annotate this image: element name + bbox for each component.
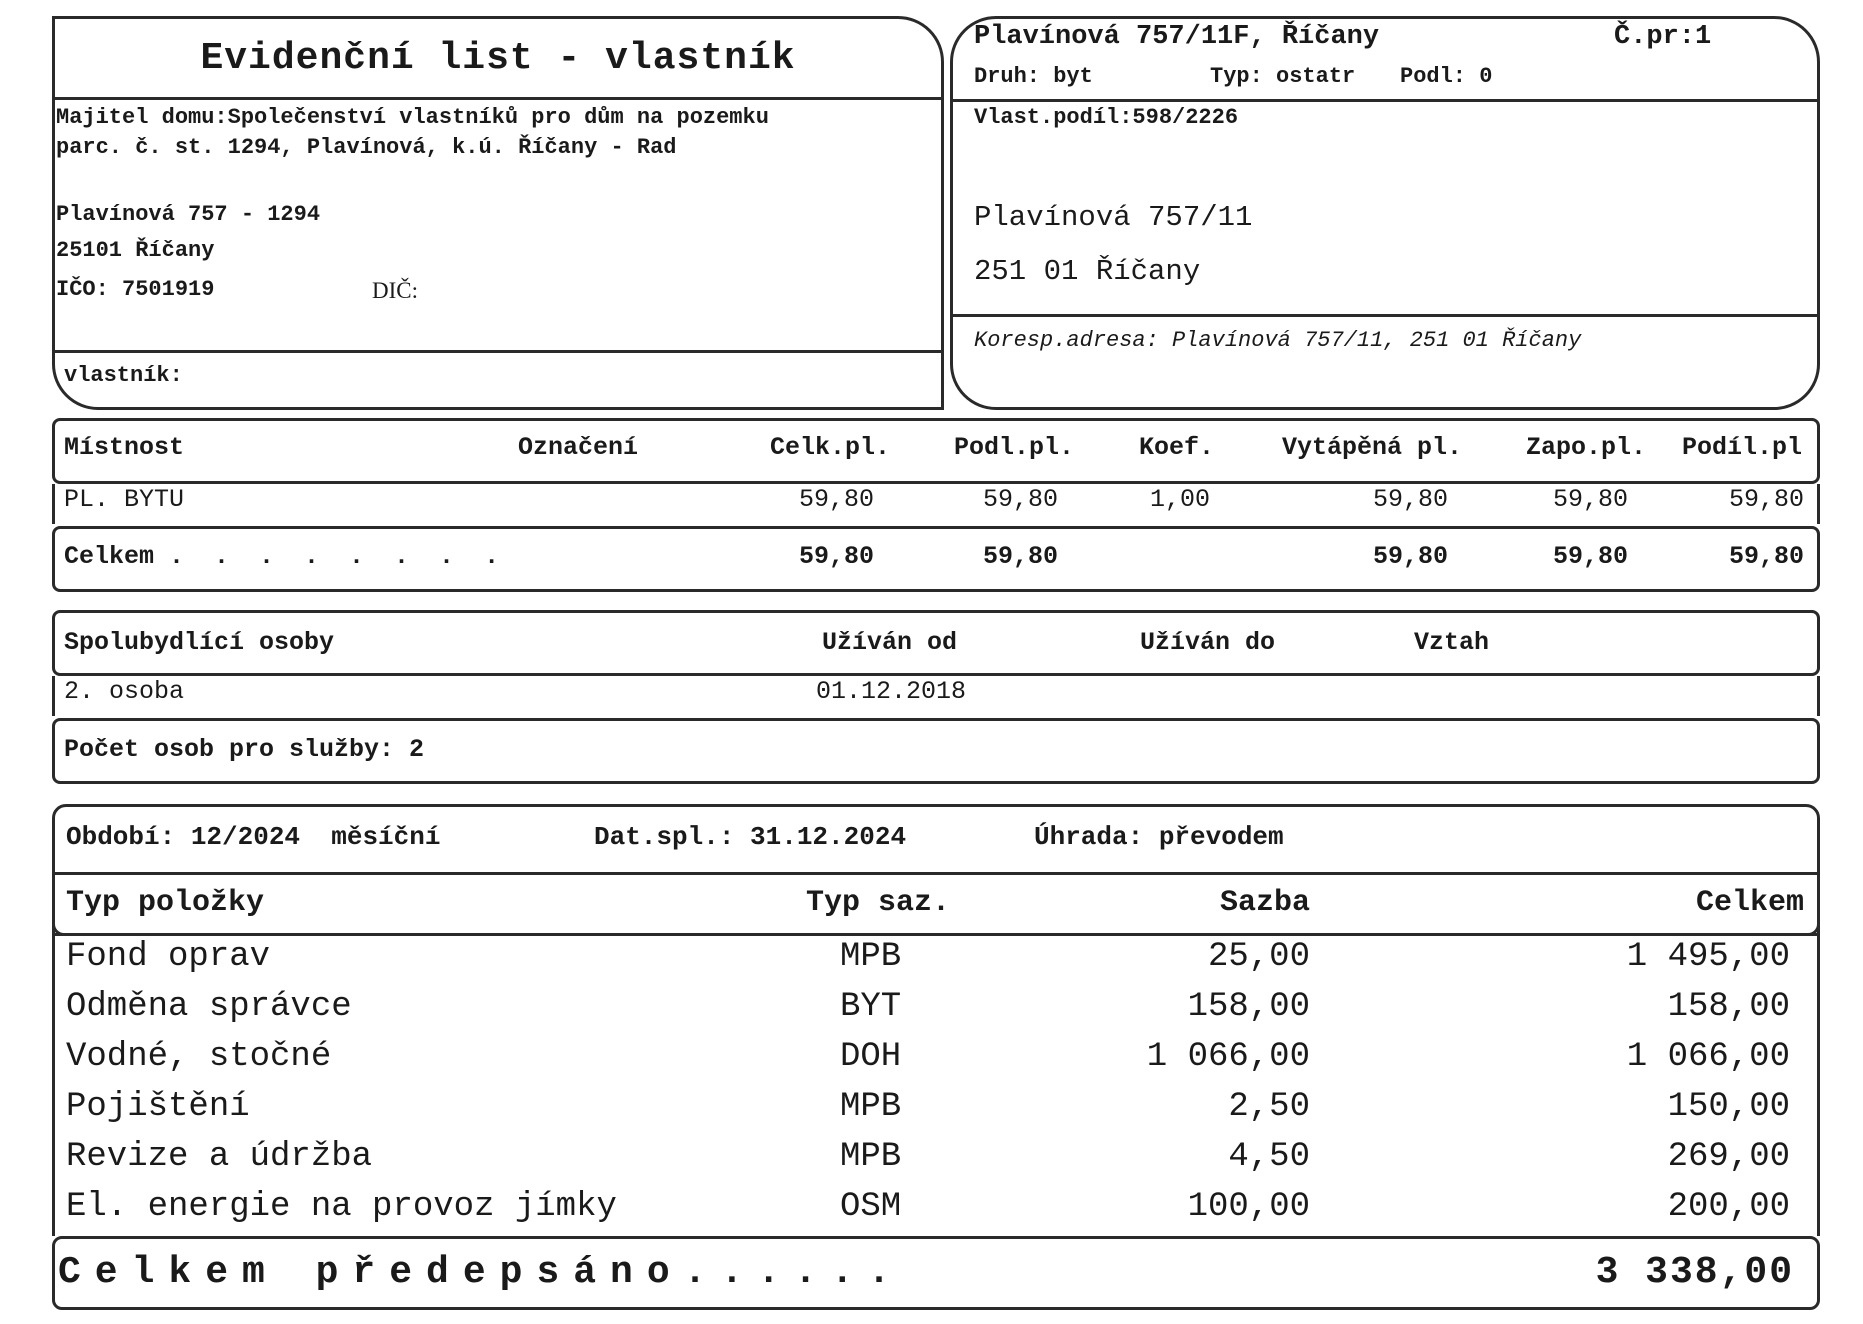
persons-header-to: Užíván do [1140,628,1276,657]
item-rate-type: MPB [840,938,902,976]
persons-header-name: Spolubydlící osoby [64,628,335,657]
item-name: Vodné, stočné [66,1038,332,1076]
owner-name-line-1: Majitel domu:Společenství vlastníků pro dům na pozemku [56,105,769,130]
grand-total-label: Celkem předepsáno...... [58,1251,905,1294]
unit-cpr: Č.pr:1 [1614,22,1712,52]
item-rate: 1 066,00 [1146,1038,1310,1076]
rooms-header-floor-area: Podl.pl. [953,433,1074,462]
room-count-area: 59,80 [1552,485,1628,514]
rooms-header-room: Místnost [64,433,185,462]
room-coef: 1,00 [1149,485,1210,514]
billing-header-rate-type: Typ saz. [806,886,951,920]
room-heated-area: 59,80 [1372,485,1448,514]
divider [1817,936,1820,1236]
item-rate: 2,50 [1228,1088,1310,1126]
item-total: 1 066,00 [1626,1038,1790,1076]
rooms-total-share-area: 59,80 [1728,542,1804,571]
rooms-header-share-area: Podíl.pl [1681,433,1802,462]
item-total: 158,00 [1667,988,1790,1026]
room-name: PL. BYTU [64,485,185,514]
billing-header-rate: Sazba [1219,886,1310,920]
owner-ico: IČO: 7501919 [56,277,215,302]
billing-header-total: Celkem [1695,886,1804,920]
billing-period: Období: 12/2024 měsíční [66,822,441,852]
person-from: 01.12.2018 [816,677,967,706]
rooms-total-area: 59,80 [798,542,874,571]
owner-address-1: Plavínová 757 - 1294 [56,202,321,227]
divider [52,484,55,524]
item-name: Fond oprav [66,938,271,976]
unit-ownership-share: Vlast.podíl:598/2226 [974,105,1239,130]
item-name: Pojištění [66,1088,250,1126]
room-share-area: 59,80 [1728,485,1804,514]
item-name: El. energie na provoz jímky [66,1188,617,1226]
item-rate: 25,00 [1207,938,1310,976]
rooms-total-heated-area: 59,80 [1372,542,1448,571]
divider [52,936,55,1236]
rooms-total-count-area: 59,80 [1552,542,1628,571]
unit-podl: Podl: 0 [1400,64,1493,89]
persons-header-relation: Vztah [1414,628,1490,657]
rooms-total-label: Celkem . . . . . . . . [64,542,500,571]
item-total: 269,00 [1667,1138,1790,1176]
unit-address-2: 251 01 Říčany [974,255,1201,288]
owner-address-2: 25101 Říčany [56,238,215,263]
room-total-area: 59,80 [798,485,874,514]
item-rate-type: OSM [840,1188,902,1226]
item-rate: 4,50 [1228,1138,1310,1176]
rooms-header-heated-area: Vytápěná pl. [1281,433,1462,462]
divider [52,350,944,353]
item-rate: 158,00 [1187,988,1310,1026]
billing-header-item: Typ položky [66,886,265,920]
divider [52,676,55,716]
item-name: Revize a údržba [66,1138,373,1176]
rooms-header-count-area: Zapo.pl. [1525,433,1646,462]
billing-due-date: Dat.spl.: 31.12.2024 [594,822,907,852]
rooms-header-coef: Koef. [1138,433,1214,462]
unit-address-1: Plavínová 757/11 [974,201,1253,234]
rooms-header-label: Označení [518,433,639,462]
rooms-header-total-area: Celk.pl. [769,433,890,462]
divider [950,314,1820,317]
unit-druh: Druh: byt [974,64,1093,89]
unit-address-title: Plavínová 757/11F, Říčany [974,22,1380,52]
billing-payment-method: Úhrada: převodem [1034,822,1284,852]
document-title: Evidenční list - vlastník [200,37,796,80]
item-total: 200,00 [1667,1188,1790,1226]
persons-count: Počet osob pro služby: 2 [64,735,425,764]
unit-typ: Typ: ostatr [1210,64,1356,89]
correspondence-address: Koresp.adresa: Plavínová 757/11, 251 01 Říčany [974,328,1582,353]
divider [1817,676,1820,716]
divider [1817,484,1820,524]
item-rate-type: DOH [840,1038,902,1076]
rooms-total-floor-area: 59,80 [982,542,1058,571]
item-rate-type: BYT [840,988,902,1026]
room-floor-area: 59,80 [982,485,1058,514]
owner-label: vlastník: [64,363,183,388]
divider [950,99,1820,102]
item-name: Odměna správce [66,988,352,1026]
item-rate-type: MPB [840,1088,902,1126]
item-total: 1 495,00 [1626,938,1790,976]
item-total: 150,00 [1667,1088,1790,1126]
person-name: 2. osoba [64,677,185,706]
owner-name-line-2: parc. č. st. 1294, Plavínová, k.ú. Říčany - Rad [56,135,677,160]
grand-total-value: 3 338,00 [1595,1251,1794,1294]
persons-header-from: Užíván od [822,628,958,657]
item-rate-type: MPB [840,1138,902,1176]
divider [52,97,944,100]
item-rate: 100,00 [1187,1188,1310,1226]
owner-dic: DIČ: [372,278,418,303]
